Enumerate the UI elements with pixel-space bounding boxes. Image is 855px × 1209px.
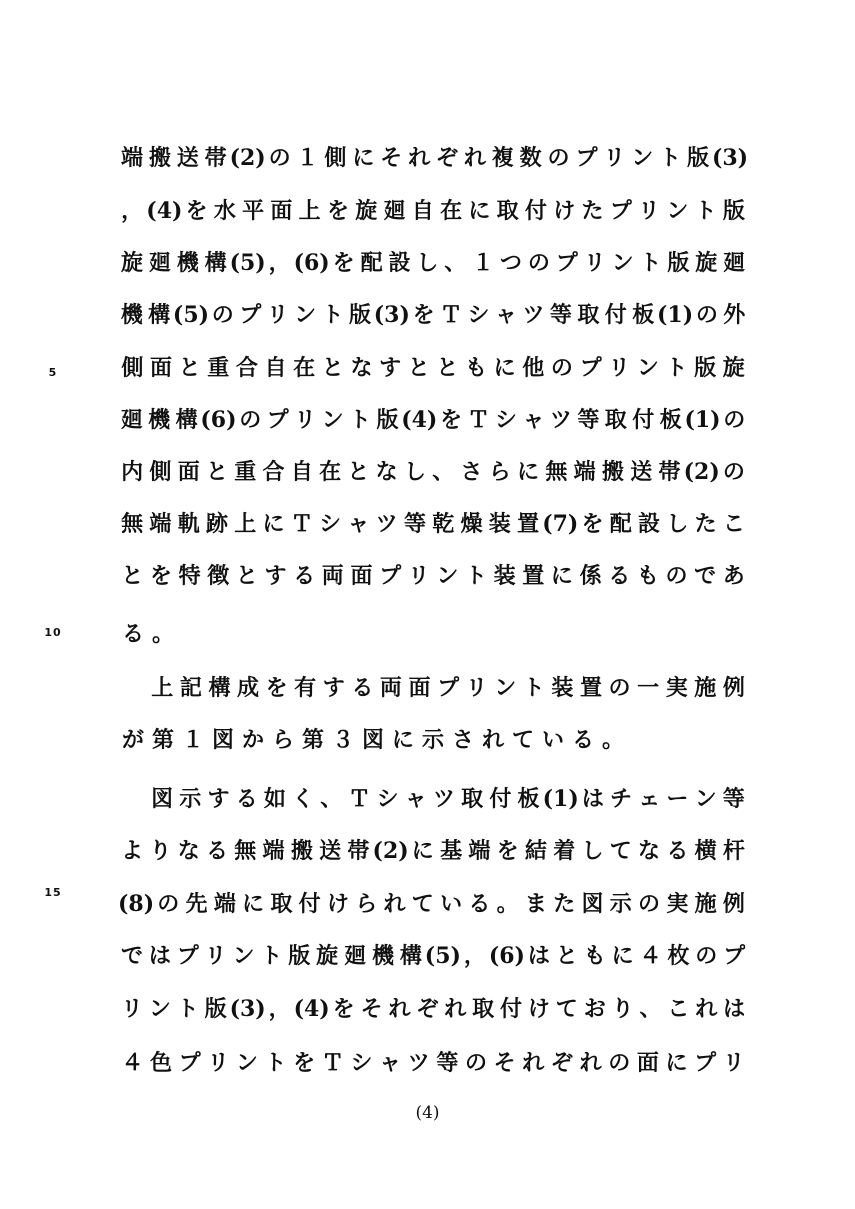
text-line: ４ 色 プ リ ン ト を Ｔ シ ャ ツ 等 の そ れ ぞ れ の 面 に プ リ — [121, 1050, 745, 1076]
text-line: 側 面 と 重 合 自 在 と な す と と も に 他 の プ リ ン ト 版 旋 — [121, 355, 745, 381]
text-line: 内 側 面 と 重 合 自 在 と な し 、 さ ら に 無 端 搬 送 帯 (2) の — [121, 459, 745, 485]
text-line: リ ン ト 版 (3) ， (4) を そ れ ぞ れ 取 付 け て お り 、 こ れ は — [120, 996, 746, 1022]
text-line: 廻 機 構 (6) の プ リ ン ト 版 (4) を Ｔ シ ャ ツ 等 取 付 板 (1) の — [120, 407, 746, 433]
text-line: (8) の 先 端 に 取 付 け ら れ て い る 。 ま た 図 示 の 実 施 例 — [118, 891, 745, 917]
text-line: 無 端 軌 跡 上 に Ｔ シ ャ ツ 等 乾 燥 装 置 (7) を 配 設 し た こ — [121, 511, 745, 537]
text-line: 機 構 (5) の プ リ ン ト 版 (3) を Ｔ シ ャ ツ 等 取 付 板 (1) の 外 — [120, 302, 746, 328]
page-number: (4) — [415, 1103, 440, 1123]
line-number-5: 5 — [48, 366, 58, 379]
text-line: 旋 廻 機 構 (5) ， (6) を 配 設 し 、 １ つ の プ リ ン ト 版 旋 廻 — [120, 250, 746, 276]
line-number-15: 15 — [44, 886, 62, 899]
text-line: ， (4) を 水 平 面 上 を 旋 廻 自 在 に 取 付 け た プ リ ン ト 版 — [121, 198, 745, 224]
text-line: 端 搬 送 帯 (2) の １ 側 に そ れ ぞ れ 複 数 の プ リ ン ト 版 (3) — [120, 145, 749, 171]
text-line: 上 記 構 成 を 有 す る 両 面 プ リ ン ト 装 置 の 一 実 施 例 — [151, 675, 745, 701]
line-number-10: 10 — [44, 626, 62, 639]
text-line: よ り な る 無 端 搬 送 帯 (2) に 基 端 を 結 着 し て な る 横 杆 — [121, 838, 745, 864]
text-line: で は プ リ ン ト 版 旋 廻 機 構 (5) ， (6) は と も に ４ 枚 の プ — [120, 943, 746, 969]
text-line: 図 示 す る 如 く 、 Ｔ シ ャ ツ 取 付 板 (1) は チ ェ ー ン 等 — [151, 786, 745, 812]
text-line: る 。 — [121, 621, 174, 647]
text-line: と を 特 徴 と す る 両 面 プ リ ン ト 装 置 に 係 る も の で あ — [121, 563, 745, 589]
text-line: が 第 １ 図 か ら 第 ３ 図 に 示 さ れ て い る 。 — [121, 727, 624, 753]
